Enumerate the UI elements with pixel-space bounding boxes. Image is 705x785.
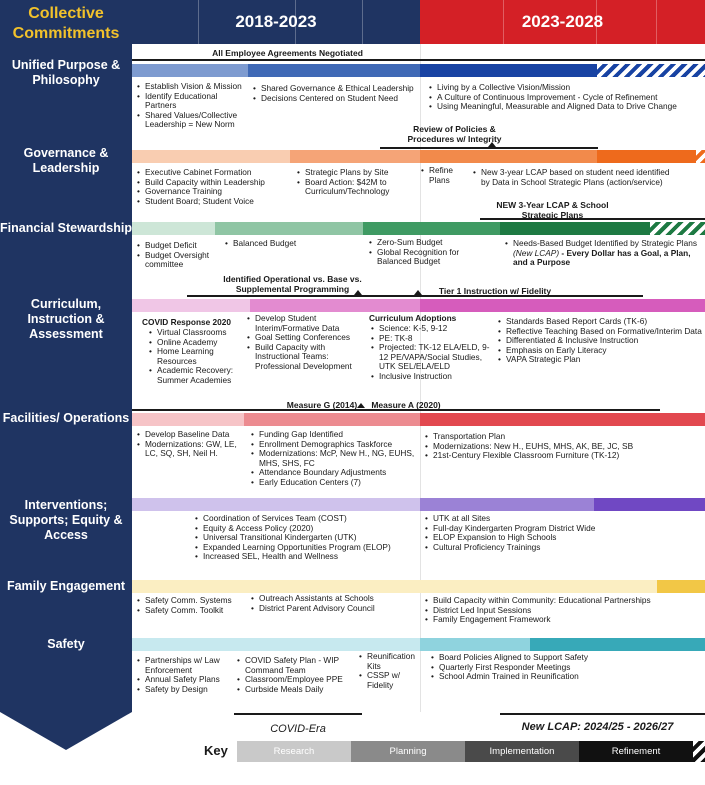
key-hatch [693, 741, 705, 762]
list-governance-3: • Refine Plans [420, 166, 466, 185]
list-safety-2: • COVID Safety Plan - WIP Command Team • Classroom/Employee PPE • Curbside Meals Daily [236, 656, 360, 694]
list-facilities-3: • Transportation Plan • Modernizations: New H., EUHS, MHS, AK, BE, JC, SB • 21st-Century Flexible Classroom Furniture (TK-12) [424, 432, 702, 461]
list-governance-4: • New 3-year LCAP based on student need identified by Data in School Strategic Plans (action/service) [472, 168, 672, 187]
row-label-governance: Governance & Leadership [23, 146, 109, 175]
era-covid: COVID-Era [270, 723, 326, 735]
row-label-curriculum: Curriculum, Instruction & Assessment [27, 297, 105, 341]
milestone-measure-g: Measure G (2014) [286, 400, 358, 410]
bar-implementation [420, 64, 597, 77]
list-safety-4: • Board Policies Aligned to Support Safety • Quarterly First Responder Meetings • School Admin Trained in Reunification [430, 653, 610, 682]
list-financial-2: • Balanced Budget [224, 239, 344, 249]
list-curriculum-3: • Science: K-5, 9-12 • PE: TK-8 • Projected: TK-12 ELA/ELD, 9-12 PE/VAPA/Social Studies, UTK SEL/ELA/ELD • Inclusive Instruction [370, 324, 496, 382]
period-header-1: 2018-2023 [132, 0, 420, 44]
list-financial-1: • Budget Deficit • Budget Oversight committee [136, 241, 226, 270]
list-financial-3: • Zero-Sum Budget • Global Recognition for Balanced Budget [368, 238, 494, 267]
list-safety-1: • Partnerships w/ Law Enforcement • Annual Safety Plans • Safety by Design [136, 656, 236, 694]
bar-research [132, 64, 248, 77]
list-facilities-1: • Develop Baseline Data • Modernizations: GW, LE, LC, SQ, SH, Neil H. [136, 430, 248, 459]
heading-curriculum-adoptions: Curriculum Adoptions [369, 313, 457, 323]
list-interventions-2: • UTK at all Sites • Full-day Kindergarten Program District Wide • ELOP Expansion to High Schools • Cultural Proficiency Trainings [424, 514, 624, 552]
list-governance-1: • Executive Cabinet Formation • Build Capacity within Leadership • Governance Training • Student Board; Student Voice [136, 168, 286, 206]
key-planning: Planning [351, 741, 465, 762]
list-unified-3: • Living by a Collective Vision/Mission • A Culture of Continuous Improvement - Cycle of Refinement • Using Meaningful, Measurable and Aligned Data to Drive Change [428, 83, 704, 112]
list-curriculum-4: • Standards Based Report Cards (TK-6) • Reflective Teaching Based on Formative/Interim Data • Differentiated & Inclusive Instruction • Emphasis on Early Literacy • VAPA Strategic Plan [497, 317, 705, 365]
list-unified-2: • Shared Governance & Ethical Leadership • Decisions Centered on Student Need [252, 84, 418, 103]
row-label-financial: Financial Stewardship [0, 221, 132, 235]
key-label: Key [204, 743, 228, 758]
row-label-interventions: Interventions; Supports; Equity & Access [9, 498, 123, 542]
list-family-3: • Build Capacity within Community: Educational Partnerships • District Led Input Sessions • Family Engagement Framework [424, 596, 656, 625]
milestone-agreements: All Employee Agreements Negotiated [212, 48, 363, 58]
row-label-safety: Safety [47, 637, 85, 651]
list-financial-4: • Needs-Based Budget Identified by Strategic Plans (New LCAP) - Every Dollar has a Goal, a Plan, and a Purpose [504, 239, 704, 268]
milestone-lcap: NEW 3-Year LCAP & School Strategic Plans [496, 200, 609, 220]
bar-planning [248, 64, 420, 77]
milestone-policies: Review of Policies & Procedures w/ Integrity [407, 124, 502, 144]
period-header-2: 2023-2028 [420, 0, 705, 44]
key-research: Research [237, 741, 351, 762]
page-title: Collective Commitments [12, 5, 120, 42]
bar-refinement [597, 64, 705, 77]
list-governance-2: • Strategic Plans by Site • Board Action: $42M to Curriculum/Technology [296, 168, 416, 197]
key-implementation: Implementation [465, 741, 579, 762]
milestone-programming: Identified Operational vs. Base vs. Supplemental Programming [223, 274, 362, 294]
milestone-measure-a: Measure A (2020) [371, 400, 441, 410]
heading-covid-response: COVID Response 2020 [142, 317, 231, 327]
milestone-tier1: Tier 1 Instruction w/ Fidelity [438, 286, 552, 296]
commitments-sidebar [0, 0, 132, 712]
key-refinement: Refinement [579, 741, 693, 762]
list-facilities-2: • Funding Gap Identified • Enrollment Demographics Taskforce • Modernizations: McP, New H., NG, EUHS, MHS, SHS, FC • Attendance Boundary Adjustments • Early Education Centers (7) [250, 430, 416, 488]
era-new-lcap: New LCAP: 2024/25 - 2026/27 [521, 721, 674, 733]
row-label-family: Family Engagement [6, 579, 126, 593]
row-label-facilities: Facilities/ Operations [2, 411, 130, 425]
row-label-unified: Unified Purpose & Philosophy [11, 58, 121, 87]
list-family-1: • Safety Comm. Systems • Safety Comm. Toolkit [136, 596, 242, 615]
sidebar-chevron [0, 712, 132, 750]
list-curriculum-1: • Virtual Classrooms • Online Academy • Home Learning Resources • Academic Recovery: Summer Academies [140, 328, 252, 386]
list-unified-1: • Establish Vision & Mission • Identify Educational Partners • Shared Values/Collective Leadership = New Norm [136, 82, 250, 130]
list-curriculum-2: • Develop Student Interim/Formative Data • Goal Setting Conferences • Build Capacity with Instructional Teams: Professional Development [246, 314, 366, 372]
list-family-2: • Outreach Assistants at Schools • District Parent Advisory Council [250, 594, 418, 613]
list-safety-3: • Reunification Kits • CSSP w/ Fidelity [358, 652, 428, 690]
list-interventions-1: • Coordination of Services Team (COST) • Equity & Access Policy (2020) • Universal Transitional Kindergarten (UTK) • Expanded Learning Opportunities Program (ELOP) • Increased SEL, Health and Wellness [194, 514, 418, 562]
